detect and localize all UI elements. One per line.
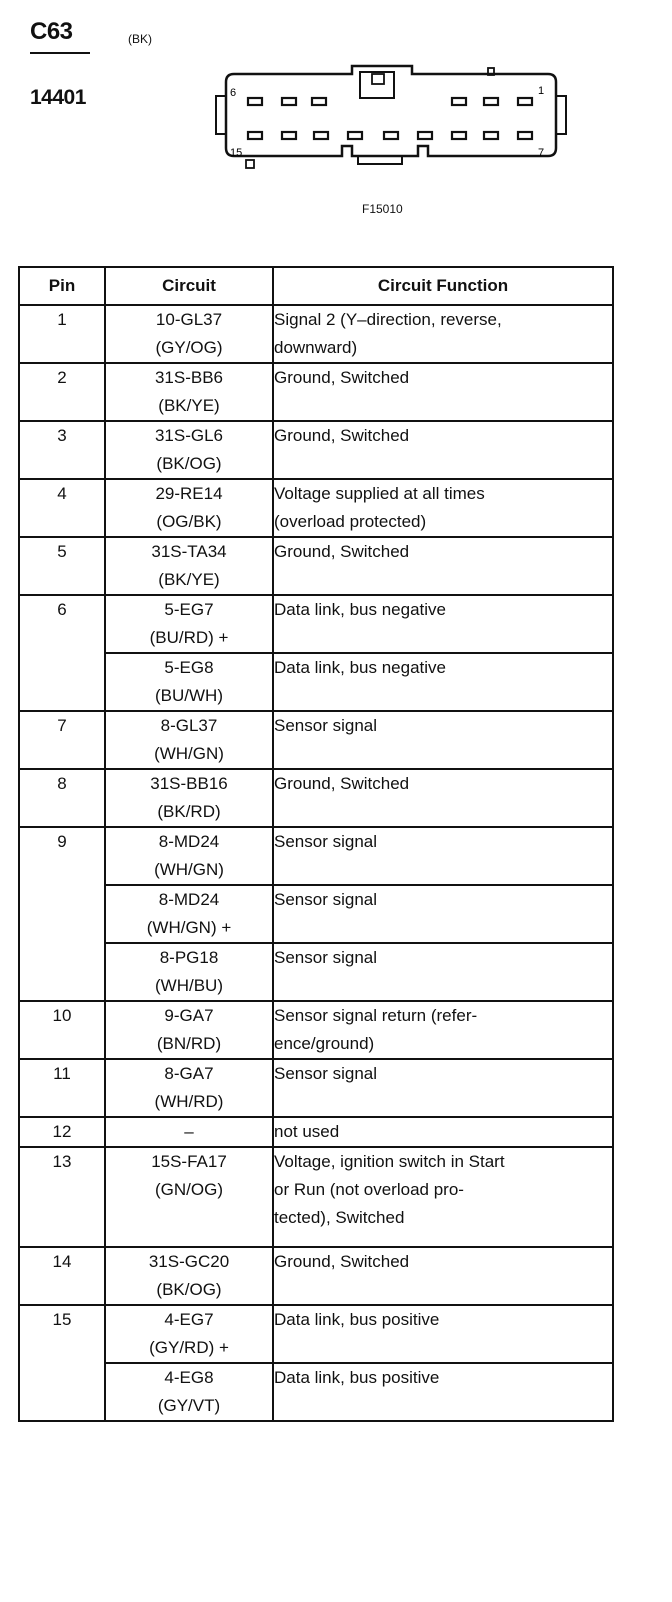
function-text: Ground, Switched	[274, 1252, 410, 1271]
circuit-code: –	[184, 1122, 194, 1141]
function-text: tected), Switched	[274, 1208, 405, 1227]
circuit-cell	[105, 827, 273, 885]
pin-number: 13	[19, 1147, 105, 1247]
function-cell	[273, 885, 613, 943]
table-row	[19, 1247, 613, 1305]
circuit-code: 4-EG8	[164, 1368, 214, 1387]
pin-label-7: 7	[538, 147, 545, 159]
function-text: Sensor signal return (refer-	[274, 1006, 478, 1025]
pin-number: 15	[19, 1305, 105, 1421]
function-cell	[273, 827, 613, 885]
function-text: Voltage, ignition switch in Start	[274, 1152, 505, 1171]
circuit-code: 31S-GC20	[148, 1252, 230, 1271]
wire-color: (BU/WH)	[155, 686, 223, 705]
function-text: Ground, Switched	[274, 774, 410, 793]
function-text: Data link, bus negative	[274, 658, 446, 677]
wire-color: (WH/RD)	[154, 1092, 224, 1111]
circuit-code: 8-GL37	[160, 716, 218, 735]
circuit-code: 8-MD24	[158, 890, 220, 909]
circuit-cell	[105, 421, 273, 479]
pin-number: 11	[19, 1059, 105, 1117]
pin-label-1: 1	[538, 85, 545, 97]
circuit-cell	[105, 769, 273, 827]
pin-number: 12	[19, 1117, 105, 1147]
function-text: Voltage supplied at all times	[274, 484, 485, 503]
function-text: (overload protected)	[274, 512, 427, 531]
circuit-cell	[105, 711, 273, 769]
function-text: Sensor signal	[274, 832, 378, 851]
pin-number: 1	[19, 305, 105, 363]
function-text: downward)	[274, 338, 358, 357]
pin-number: 3	[19, 421, 105, 479]
function-text: Sensor signal	[274, 890, 378, 909]
table-row	[19, 1059, 613, 1117]
function-text: Ground, Switched	[274, 542, 410, 561]
connector-outline	[226, 66, 556, 156]
circuit-code: 29-RE14	[155, 484, 223, 503]
circuit-cell	[105, 1001, 273, 1059]
pin-number: 9	[19, 827, 105, 1001]
table-row	[19, 1117, 613, 1147]
pin-number: 10	[19, 1001, 105, 1059]
pin-label-6: 6	[230, 87, 237, 99]
table-row	[19, 711, 613, 769]
function-text: Signal 2 (Y–direction, reverse,	[274, 310, 502, 329]
circuit-cell	[105, 595, 273, 653]
function-cell	[273, 769, 613, 827]
function-cell	[273, 1001, 613, 1059]
function-text: not used	[274, 1122, 340, 1141]
circuit-code: 5-EG8	[164, 658, 214, 677]
circuit-cell	[105, 1363, 273, 1421]
function-text: or Run (not overload pro-	[274, 1180, 464, 1199]
wire-color: (WH/GN)	[154, 744, 224, 763]
table-row	[19, 1305, 613, 1363]
circuit-code: 8-GA7	[164, 1064, 214, 1083]
table-header-row	[19, 267, 613, 305]
circuit-cell	[105, 943, 273, 1001]
pin-number: 2	[19, 363, 105, 421]
function-cell	[273, 363, 613, 421]
circuit-cell	[105, 537, 273, 595]
right-latch	[556, 96, 566, 134]
circuit-cell	[105, 1305, 273, 1363]
circuit-code: 15S-FA17	[151, 1152, 227, 1171]
function-cell	[273, 1059, 613, 1117]
table-row	[19, 421, 613, 479]
table-row	[19, 885, 613, 943]
circuit-code: 8-MD24	[158, 832, 220, 851]
left-latch	[216, 96, 226, 134]
circuit-code: 5-EG7	[164, 600, 214, 619]
cavity-row-bottom	[248, 132, 532, 139]
circuit-cell	[105, 1059, 273, 1117]
circuit-code: 10-GL37	[155, 310, 223, 329]
function-text: Sensor signal	[274, 948, 378, 967]
pin-number: 6	[19, 595, 105, 711]
wire-color: (GY/VT)	[157, 1396, 221, 1415]
table-row	[19, 653, 613, 711]
connector-color: (BK)	[128, 32, 152, 46]
function-text: ence/ground)	[274, 1034, 375, 1053]
table-row	[19, 537, 613, 595]
table-row	[19, 1147, 613, 1247]
function-cell	[273, 1247, 613, 1305]
circuit-cell	[105, 1117, 273, 1147]
function-text: Sensor signal	[274, 1064, 378, 1083]
wire-color: (WH/BU)	[155, 976, 223, 995]
figure-reference: F15010	[362, 202, 403, 216]
table-row	[19, 479, 613, 537]
wire-color: (BK/YE)	[158, 570, 220, 589]
circuit-cell	[105, 1147, 273, 1247]
circuit-code: 31S-BB6	[154, 368, 224, 387]
function-cell	[273, 1305, 613, 1363]
pin-number: 4	[19, 479, 105, 537]
circuit-code: 9-GA7	[164, 1006, 214, 1025]
wire-color: (GY/RD) +	[149, 1338, 229, 1357]
wire-color: (WH/GN)	[154, 860, 224, 879]
function-cell	[273, 1363, 613, 1421]
wire-color: (OG/BK)	[156, 512, 222, 531]
function-cell	[273, 653, 613, 711]
function-cell	[273, 421, 613, 479]
connector-diagram	[212, 60, 572, 180]
wire-color: (BK/OG)	[156, 454, 222, 473]
connector-id: C63	[30, 18, 73, 45]
table-row	[19, 305, 613, 363]
wire-color: (WH/GN) +	[146, 918, 232, 937]
function-cell	[273, 595, 613, 653]
pin-number: 8	[19, 769, 105, 827]
function-cell	[273, 305, 613, 363]
top-key	[360, 72, 394, 98]
wire-color: (BU/RD) +	[149, 628, 229, 647]
circuit-code: 4-EG7	[164, 1310, 214, 1329]
wire-color: (GY/OG)	[155, 338, 223, 357]
pin-number: 5	[19, 537, 105, 595]
function-cell	[273, 1147, 613, 1247]
circuit-code: 31S-TA34	[151, 542, 227, 561]
function-text: Ground, Switched	[274, 426, 410, 445]
connector-id-underline	[30, 52, 90, 54]
table-row	[19, 1363, 613, 1421]
function-text: Data link, bus positive	[274, 1310, 440, 1329]
table-row	[19, 827, 613, 885]
function-text: Sensor signal	[274, 716, 378, 735]
function-cell	[273, 479, 613, 537]
wire-color: (BK/RD)	[157, 802, 221, 821]
circuit-code: 8-PG18	[159, 948, 219, 967]
table-row	[19, 363, 613, 421]
table-row	[19, 1001, 613, 1059]
wire-color: (BK/YE)	[158, 396, 220, 415]
table-row	[19, 595, 613, 653]
cavity-row-top	[248, 98, 532, 105]
pin-number: 14	[19, 1247, 105, 1305]
circuit-cell	[105, 653, 273, 711]
function-cell	[273, 711, 613, 769]
wire-color: (GN/OG)	[155, 1180, 223, 1199]
circuit-cell	[105, 885, 273, 943]
wire-color: (BK/OG)	[156, 1280, 222, 1299]
header-circuit: Circuit	[105, 267, 273, 305]
circuit-cell	[105, 305, 273, 363]
header-function: Circuit Function	[273, 267, 613, 305]
header-pin: Pin	[19, 267, 105, 305]
function-cell	[273, 1117, 613, 1147]
function-text: Data link, bus positive	[274, 1368, 440, 1387]
pin-label-15: 15	[230, 147, 243, 159]
table-row	[19, 943, 613, 1001]
circuit-code: 31S-GL6	[154, 426, 224, 445]
circuit-code: 31S-BB16	[150, 774, 228, 793]
function-text: Data link, bus negative	[274, 600, 446, 619]
pin-number: 7	[19, 711, 105, 769]
pinout-table	[18, 266, 614, 1422]
part-number: 14401	[30, 86, 86, 109]
function-text: Ground, Switched	[274, 368, 410, 387]
circuit-cell	[105, 479, 273, 537]
circuit-cell	[105, 363, 273, 421]
table-row	[19, 769, 613, 827]
circuit-cell	[105, 1247, 273, 1305]
function-cell	[273, 943, 613, 1001]
wire-color: (BN/RD)	[156, 1034, 222, 1053]
function-cell	[273, 537, 613, 595]
